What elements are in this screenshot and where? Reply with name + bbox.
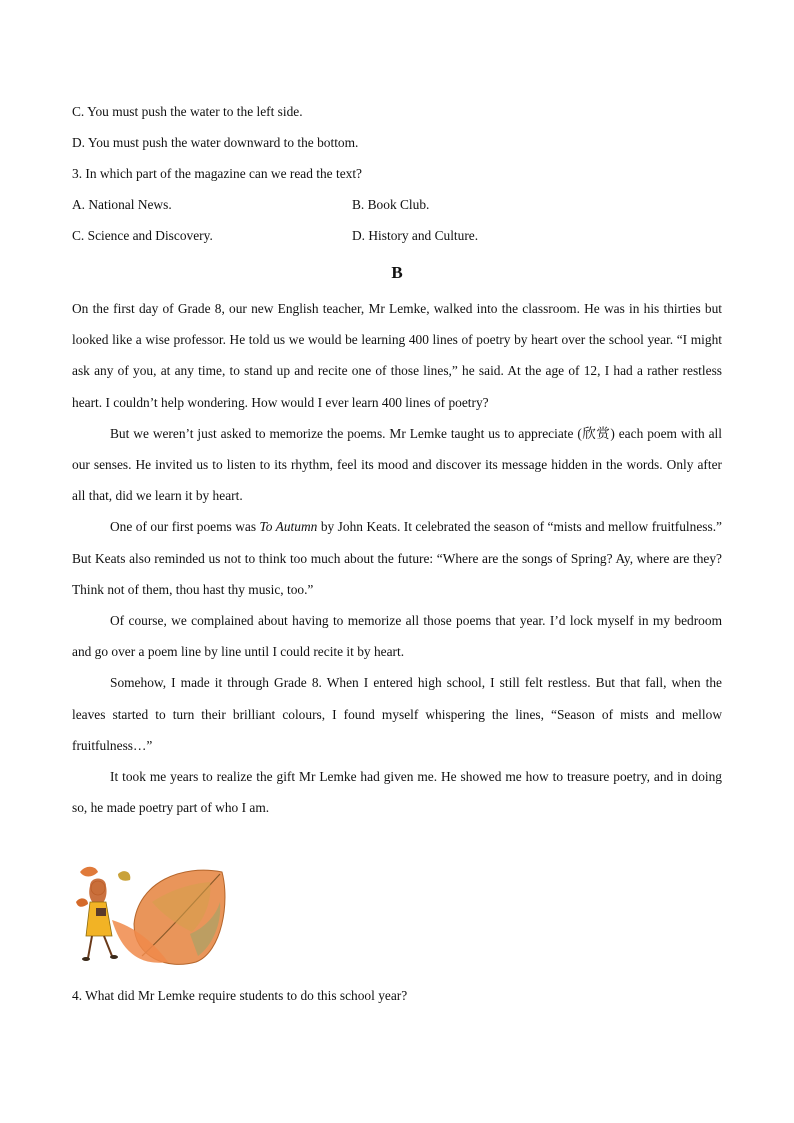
question-4-stem: 4. What did Mr Lemke require students to do this school year?	[72, 988, 408, 1003]
small-leaf-2	[118, 871, 130, 881]
paragraph-1: On the first day of Grade 8, our new English teacher, Mr Lemke, walked into the classroom. He was in his thirties but looked like a wise professor. He told us we would be learning 400 lines of poetry by heart over the school year. “I might ask any of you, at any time, to stand up and recite one of those lines,” he said. At the age of 12, I had a rather restless heart. I couldn’t help wondering. How would I ever learn 400 lines of poetry?	[72, 301, 722, 410]
question-3-option-c: C. Science and Discovery.	[72, 228, 213, 243]
question-3-option-d: D. History and Culture.	[352, 228, 479, 243]
option-c-prev: C. You must push the water to the left side.	[72, 104, 303, 119]
girl-hair	[89, 879, 106, 905]
option-d-prev: D. You must push the water downward to the bottom.	[72, 135, 359, 150]
girl-leg-right	[104, 936, 112, 956]
paragraph-3-rest: by John Keats. It celebrated the season of “mists and mellow fruitfulness.” But Keats also reminded us not to think too much about the future: “Where are the songs of Spring? Ay, where are they? Think not of them, thou hast thy music, too.”	[72, 519, 722, 597]
small-leaf-1	[80, 867, 98, 877]
paragraph-3-start: One of our first poems was	[110, 519, 260, 535]
question-3-option-b: B. Book Club.	[352, 197, 430, 212]
girl-leg-left	[88, 936, 92, 958]
small-leaf-3	[76, 898, 88, 906]
girl-book	[96, 908, 106, 916]
paragraph-4: Of course, we complained about having to memorize all those poems that year. I’d lock myself in my bedroom and go over a poem line by line until I could recite it by heart.	[72, 613, 722, 660]
passage-b	[72, 293, 722, 823]
paragraph-3	[72, 511, 722, 605]
poem-title: To Autumn	[259, 519, 318, 535]
paragraph-6: It took me years to realize the gift Mr Lemke had given me. He showed me how to treasure poetry, and in doing so, he made poetry part of who I am.	[72, 769, 722, 816]
girl-dress	[86, 902, 112, 936]
girl-shoe-left	[82, 957, 90, 961]
question-3-stem: 3. In which part of the magazine can we read the text?	[72, 166, 362, 181]
girl-shoe-right	[110, 955, 118, 959]
section-b-heading: B	[391, 263, 403, 282]
paragraph-5: Somehow, I made it through Grade 8. When I entered high school, I still felt restless. But that fall, when the leaves started to turn their brilliant colours, I found myself whispering the lines, “Season of mists and mellow fruitfulness…”	[72, 675, 722, 753]
paragraph-2: But we weren’t just asked to memorize the poems. Mr Lemke taught us to appreciate (欣赏) each poem with all our senses. He invited us to listen to its rhythm, feel its mood and discover its message hidden in the words. Only after all that, did we learn it by heart.	[72, 425, 722, 504]
autumn-girl-illustration	[72, 862, 228, 968]
question-3-option-a: A. National News.	[72, 197, 172, 212]
